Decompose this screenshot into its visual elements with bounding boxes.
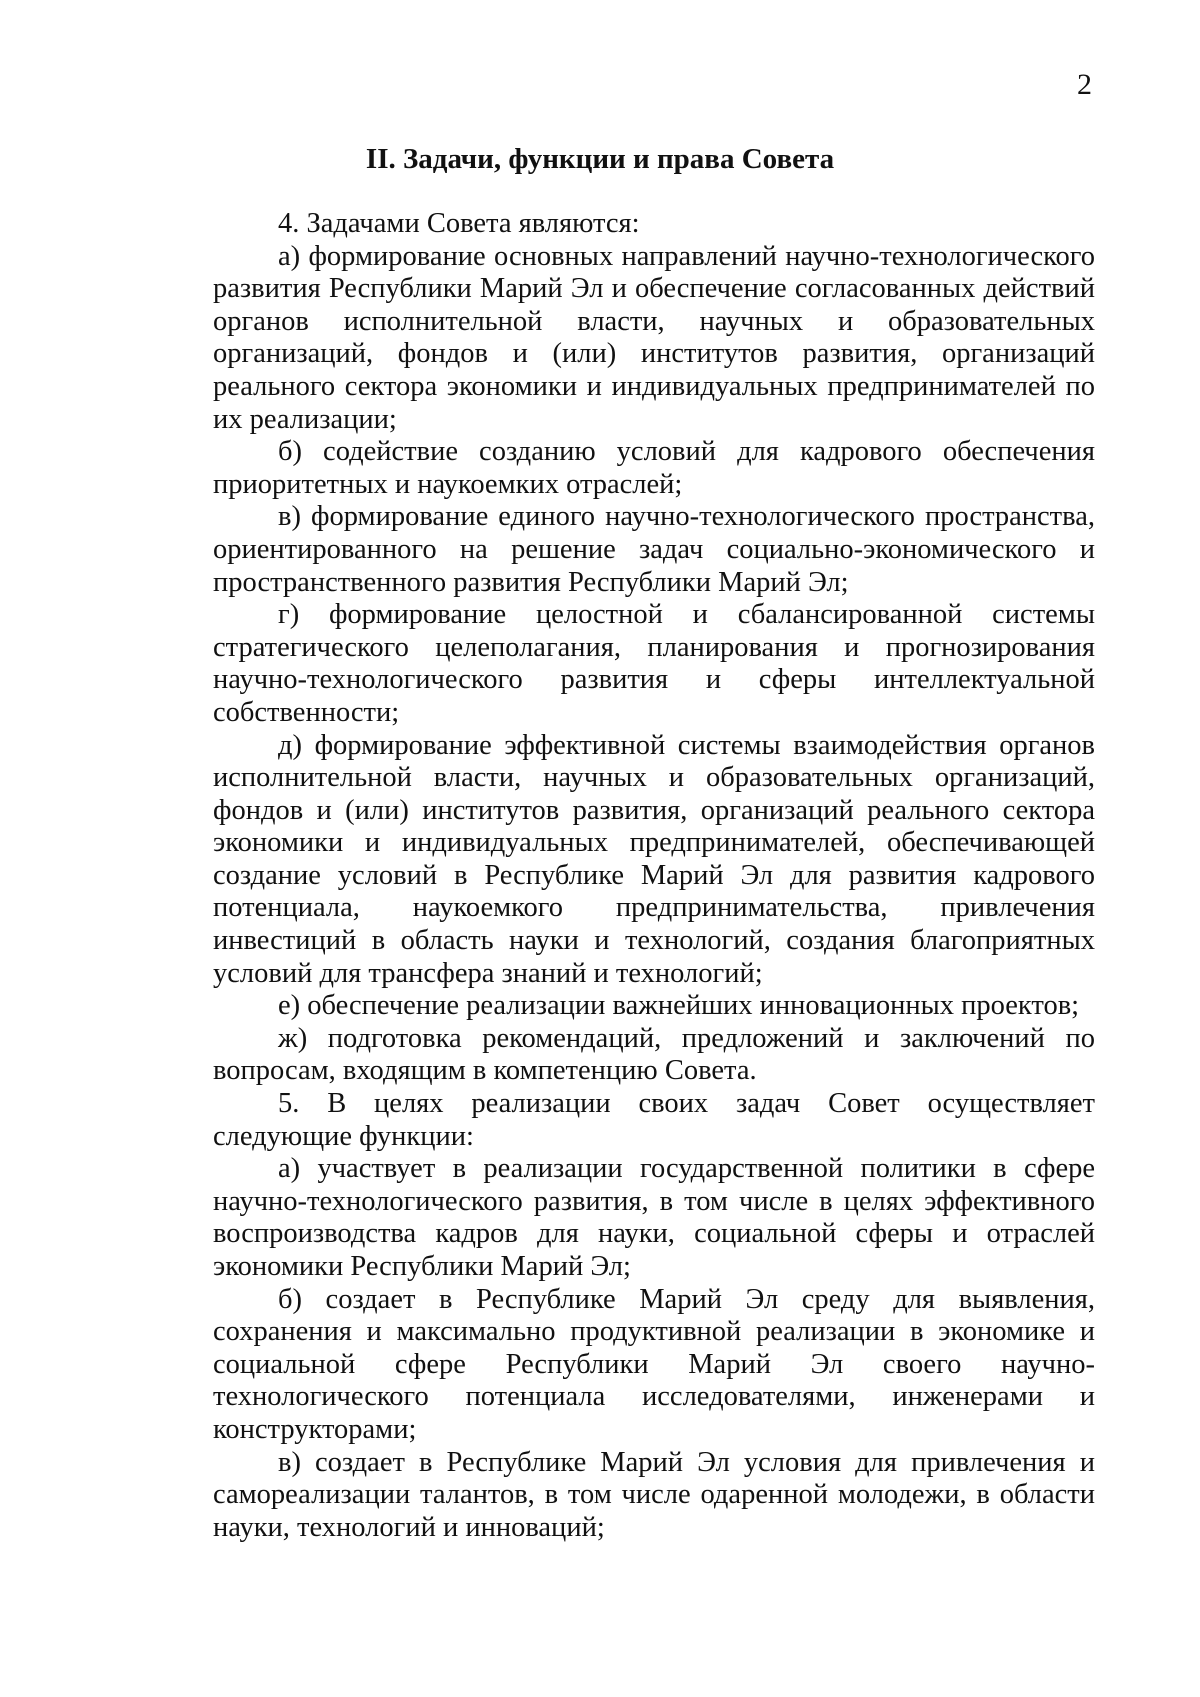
document-body (213, 208, 1095, 1544)
paragraph-5a: а) участвует в реализации государственной политики в сфере научно-технологического развития, в том числе в целях эффективного воспроизводства кадров для науки, социальной сферы и отраслей экономики Республики Марий Эл; (213, 1153, 1095, 1282)
paragraph-5-intro: 5. В целях реализации своих задач Совет осуществляет следующие функции: (213, 1088, 1095, 1152)
paragraph-4e: е) обеспечение реализации важнейших инновационных проектов; (278, 990, 1080, 1022)
paragraph-5b: б) создает в Республике Марий Эл среду для выявления, сохранения и максимально продуктивной реализации в экономике и социальной сфере Республики Марий Эл своего научно-технологического потенциала исследователями, инженерами и конструкторами; (213, 1283, 1095, 1445)
paragraph-4-intro: 4. Задачами Совета являются: (278, 208, 640, 239)
section-heading: II. Задачи, функции и права Совета (365, 143, 835, 175)
paragraph-4a: а) формирование основных направлений научно-технологического развития Республики Марий Эл и обеспечение согласованных действий органов исполнительной власти, научных и образовательных организаций, фондов и (или) институтов развития, организаций реального сектора экономики и индивидуальных предпринимателей по их реализации; (213, 240, 1095, 435)
paragraph-4g: г) формирование целостной и сбалансированной системы стратегического целеполагания, планирования и прогнозирования научно-технологического развития и сферы интеллектуальной собственности; (213, 599, 1095, 728)
paragraph-5v: в) создает в Республике Марий Эл условия для привлечения и самореализации талантов, в том числе одаренной молодежи, в области науки, технологий и инноваций; (213, 1446, 1095, 1543)
paragraph-4b: б) содействие созданию условий для кадрового обеспечения приоритетных и наукоемких отраслей; (213, 436, 1095, 500)
paragraph-4zh: ж) подготовка рекомендаций, предложений и заключений по вопросам, входящим в компетенцию Совета. (213, 1022, 1095, 1087)
paragraph-4d: д) формирование эффективной системы взаимодействия органов исполнительной власти, научных и образовательных организаций, фондов и (или) институтов развития, организаций реального сектора экономики и индивидуальных предпринимателей, обеспечивающей создание условий в Республике Марий Эл для развития кадрового потенциала, наукоемкого предпринимательства, привлечения инвестиций в область науки и технологий, создания благоприятных условий для трансфера знаний и технологий; (213, 729, 1095, 989)
paragraph-4v: в) формирование единого научно-технологического пространства, ориентированного на решение задач социально-экономического и пространственного развития Республики Марий Эл; (213, 501, 1095, 598)
page-number: 2 (1077, 68, 1092, 101)
